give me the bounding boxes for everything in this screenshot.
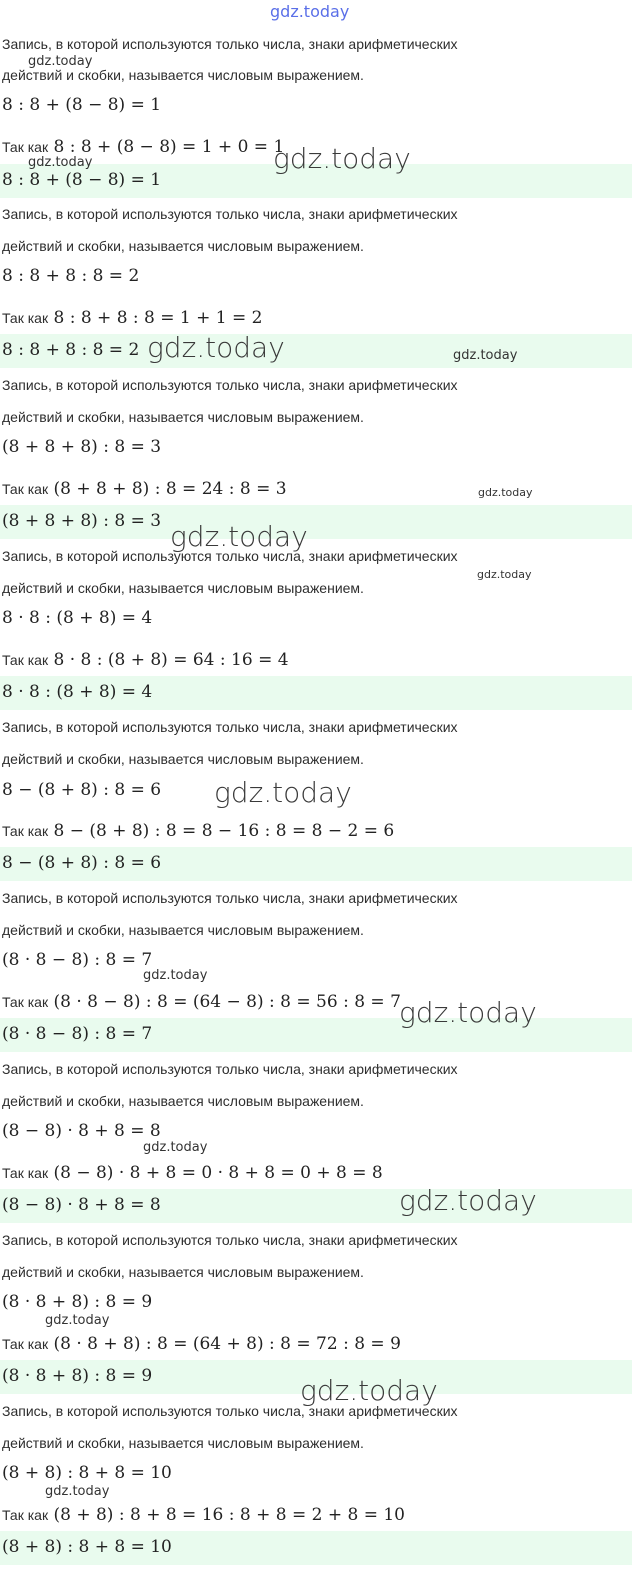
definition-line2: действий и скобки, называется числовым выражением. [2, 409, 364, 425]
calculation: (8 + 8) : 8 + 8 = 16 : 8 + 8 = 2 + 8 = 10 [53, 1505, 405, 1525]
definition-line1: Запись, в которой используются только числа, знаки арифметических [2, 1403, 458, 1419]
watermark: gdz.today [300, 1374, 438, 1407]
calculation: (8 · 8 − 8) : 8 = (64 − 8) : 8 = 56 : 8 = 7 [53, 992, 401, 1012]
calculation-line [2, 992, 401, 1012]
watermark: gdz.today [147, 331, 285, 364]
watermark: gdz.today [477, 568, 532, 581]
answer: (8 + 8 + 8) : 8 = 3 [2, 511, 162, 531]
expression: 8 : 8 + (8 − 8) = 1 [2, 95, 162, 115]
because-prefix: Так как [2, 481, 49, 497]
watermark: gdz.today [143, 1140, 208, 1155]
definition-line1: Запись, в которой используются только числа, знаки арифметических [2, 719, 458, 735]
expression: 8 : 8 + 8 : 8 = 2 [2, 266, 140, 286]
answer-row [0, 334, 632, 368]
answer-row [0, 1531, 632, 1565]
watermark: gdz.today [214, 776, 352, 809]
definition-line1: Запись, в которой используются только числа, знаки арифметических [2, 1232, 458, 1248]
answer: (8 − 8) · 8 + 8 = 8 [2, 1195, 161, 1215]
definition-line2: действий и скобки, называется числовым выражением. [2, 751, 364, 767]
calculation: (8 · 8 + 8) : 8 = (64 + 8) : 8 = 72 : 8 = 9 [53, 1334, 401, 1354]
calculation: 8 − (8 + 8) : 8 = 8 − 16 : 8 = 8 − 2 = 6 [53, 821, 395, 841]
answer: 8 : 8 + 8 : 8 = 2 [2, 340, 140, 360]
calculation-line [2, 1505, 405, 1525]
watermark: gdz.today [143, 968, 208, 983]
definition-line1: Запись, в которой используются только числа, знаки арифметических [2, 548, 458, 564]
expression: (8 · 8 − 8) : 8 = 7 [2, 950, 153, 970]
definition-line1: Запись, в которой используются только числа, знаки арифметических [2, 1061, 458, 1077]
calculation: 8 · 8 : (8 + 8) = 64 : 16 = 4 [53, 650, 289, 670]
calculation: 8 : 8 + (8 − 8) = 1 + 0 = 1 [53, 137, 285, 157]
answer-row [0, 847, 632, 881]
definition-line2: действий и скобки, называется числовым выражением. [2, 1093, 364, 1109]
definition-line2: действий и скобки, называется числовым выражением. [2, 1264, 364, 1280]
calculation-line [2, 821, 394, 841]
expression: 8 · 8 : (8 + 8) = 4 [2, 608, 153, 628]
because-prefix: Так как [2, 994, 49, 1010]
definition-line1: Запись, в которой используются только числа, знаки арифметических [2, 206, 458, 222]
calculation-line [2, 1163, 383, 1183]
expression: 8 − (8 + 8) : 8 = 6 [2, 780, 162, 800]
watermark: gdz.today [273, 142, 411, 175]
watermark: gdz.today [45, 1484, 110, 1499]
answer-row [0, 1018, 632, 1052]
answer: 8 · 8 : (8 + 8) = 4 [2, 682, 153, 702]
because-prefix: Так как [2, 139, 49, 155]
expression: (8 · 8 + 8) : 8 = 9 [2, 1292, 153, 1312]
because-prefix: Так как [2, 652, 49, 668]
definition-line2: действий и скобки, называется числовым выражением. [2, 1435, 364, 1451]
watermark: gdz.today [170, 520, 308, 553]
definition-line2: действий и скобки, называется числовым выражением. [2, 238, 364, 254]
watermark: gdz.today [28, 54, 93, 69]
because-prefix: Так как [2, 1165, 49, 1181]
calculation: (8 − 8) · 8 + 8 = 0 · 8 + 8 = 0 + 8 = 8 [53, 1163, 383, 1183]
answer-row [0, 676, 632, 710]
because-prefix: Так как [2, 1336, 49, 1352]
definition-line2: действий и скобки, называется числовым выражением. [2, 922, 364, 938]
expression: (8 + 8) : 8 + 8 = 10 [2, 1463, 172, 1483]
answer: (8 + 8) : 8 + 8 = 10 [2, 1537, 172, 1557]
calculation-line [2, 137, 284, 157]
watermark: gdz.today [45, 1313, 110, 1328]
answer: 8 − (8 + 8) : 8 = 6 [2, 853, 162, 873]
definition-line1: Запись, в которой используются только числа, знаки арифметических [2, 36, 458, 52]
answer-row [0, 505, 632, 539]
expression: (8 + 8 + 8) : 8 = 3 [2, 437, 162, 457]
watermark: gdz.today [478, 486, 533, 499]
answer: (8 · 8 + 8) : 8 = 9 [2, 1366, 153, 1386]
definition-line2: действий и скобки, называется числовым выражением. [2, 67, 364, 83]
calculation: 8 : 8 + 8 : 8 = 1 + 1 = 2 [53, 308, 263, 328]
watermark: gdz.today [453, 348, 518, 363]
calculation-line [2, 1334, 401, 1354]
calculation-line [2, 308, 262, 328]
expression: (8 − 8) · 8 + 8 = 8 [2, 1121, 161, 1141]
definition-line1: Запись, в которой используются только числа, знаки арифметических [2, 890, 458, 906]
calculation-line [2, 479, 287, 499]
answer-row [0, 1189, 632, 1223]
because-prefix: Так как [2, 310, 49, 326]
watermark: gdz.today [399, 996, 537, 1029]
watermark: gdz.today [399, 1184, 537, 1217]
definition-line1: Запись, в которой используются только числа, знаки арифметических [2, 377, 458, 393]
because-prefix: Так как [2, 823, 49, 839]
calculation: (8 + 8 + 8) : 8 = 24 : 8 = 3 [53, 479, 287, 499]
because-prefix: Так как [2, 1507, 49, 1523]
answer: (8 · 8 − 8) : 8 = 7 [2, 1024, 153, 1044]
calculation-line [2, 650, 289, 670]
answer: 8 : 8 + (8 − 8) = 1 [2, 170, 162, 190]
watermark: gdz.today [28, 155, 93, 170]
definition-line2: действий и скобки, называется числовым выражением. [2, 580, 364, 596]
watermark: gdz.today [270, 2, 350, 21]
